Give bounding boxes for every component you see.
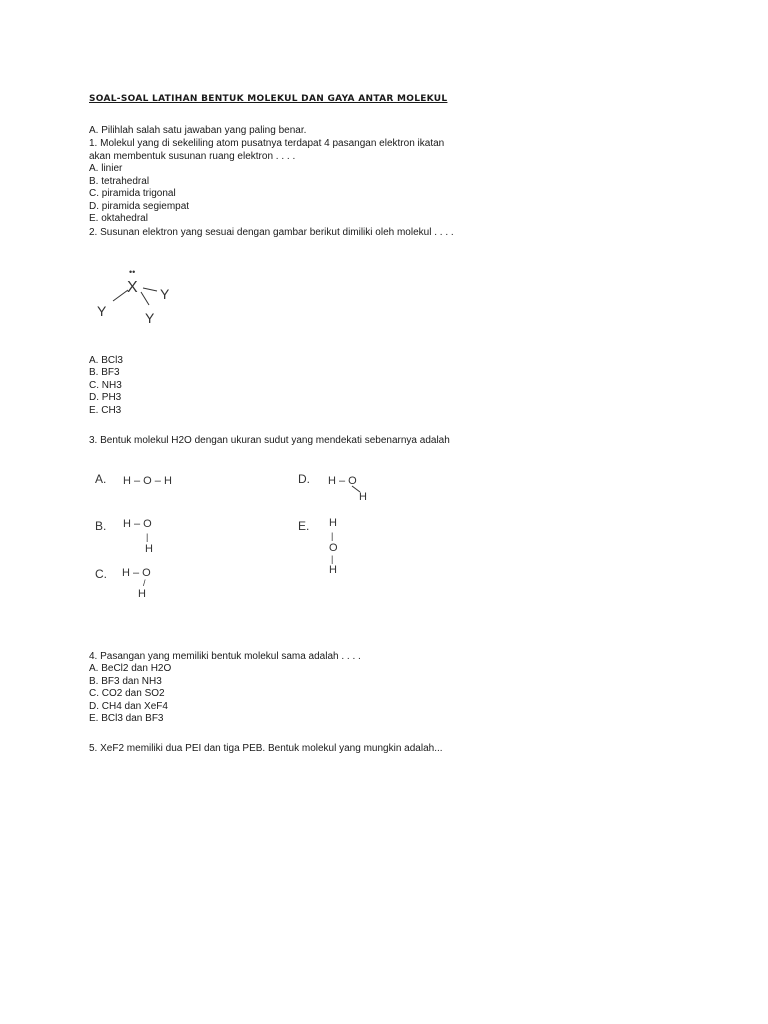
question-5-text: 5. XeF2 memiliki dua PEI dan tiga PEB. Bentuk molekul yang mungkin adalah...: [89, 743, 443, 754]
question-1-option-b: B. tetrahedral: [89, 176, 150, 187]
structure-e-letter: E.: [298, 519, 310, 533]
question-2-option-a: A. BCl3: [89, 355, 123, 366]
structure-a-formula: H – O – H: [123, 475, 172, 487]
question-1-option-e: E. oktahedral: [89, 213, 148, 224]
ligand-label: Y: [145, 310, 155, 326]
structure-e-bottom-hydrogen: H: [329, 564, 337, 576]
ligand-label: Y: [97, 303, 107, 319]
question-2-option-e: E. CH3: [89, 405, 122, 416]
question-4-option-e: E. BCl3 dan BF3: [89, 713, 164, 724]
question-2-option-d: D. PH3: [89, 392, 122, 403]
question-4-text: 4. Pasangan yang memiliki bentuk molekul sama adalah . . . .: [89, 651, 361, 662]
structure-d-letter: D.: [298, 472, 310, 486]
structure-d-row: H – O: [328, 475, 357, 487]
structure-e-bottom-bond: |: [331, 554, 334, 564]
question-4-option-b: B. BF3 dan NH3: [89, 676, 162, 687]
structure-e-oxygen: O: [329, 542, 338, 554]
question-4-option-c: C. CO2 dan SO2: [89, 688, 165, 699]
question-3-text: 3. Bentuk molekul H2O dengan ukuran sudut yang mendekati sebenarnya adalah: [89, 435, 450, 446]
structure-e-top-bond: |: [331, 531, 334, 541]
question-1-text-line-2: akan membentuk susunan ruang elektron . . . .: [89, 151, 296, 162]
structure-b-row: H – O: [123, 518, 152, 530]
document-title: SOAL-SOAL LATIHAN BENTUK MOLEKUL DAN GAYA ANTAR MOLEKUL: [89, 94, 448, 104]
structure-c-hydrogen: H: [138, 588, 146, 600]
question-1-option-c: C. piramida trigonal: [89, 188, 176, 199]
question-4-option-a: A. BeCl2 dan H2O: [89, 663, 172, 674]
central-atom-label: X: [127, 279, 138, 296]
question-2-text: 2. Susunan elektron yang sesuai dengan gambar berikut dimiliki oleh molekul . . . .: [89, 227, 454, 238]
structure-b-letter: B.: [95, 519, 107, 533]
lone-pair-dots: ••: [129, 267, 136, 277]
structure-c-bond: /: [143, 578, 146, 588]
structure-b-bond: |: [146, 532, 149, 542]
structure-c-letter: C.: [95, 567, 107, 581]
question-1-text-line-1: 1. Molekul yang di sekeliling atom pusatnya terdapat 4 pasangan elektron ikatan: [89, 138, 445, 149]
ligand-label: Y: [160, 286, 170, 302]
structure-d-hydrogen: H: [359, 491, 367, 503]
instruction-text: A. Pilihlah salah satu jawaban yang paling benar.: [89, 125, 307, 136]
structure-a-letter: A.: [95, 472, 107, 486]
question-2-option-c: C. NH3: [89, 380, 122, 391]
question-2-option-b: B. BF3: [89, 367, 120, 378]
structure-e-top-hydrogen: H: [329, 517, 337, 529]
question-4-option-d: D. CH4 dan XeF4: [89, 701, 168, 712]
question-1-option-d: D. piramida segiempat: [89, 201, 190, 212]
structure-b-hydrogen: H: [145, 543, 153, 555]
question-1-option-a: A. linier: [89, 163, 123, 174]
structure-c-row: H – O: [122, 567, 151, 579]
